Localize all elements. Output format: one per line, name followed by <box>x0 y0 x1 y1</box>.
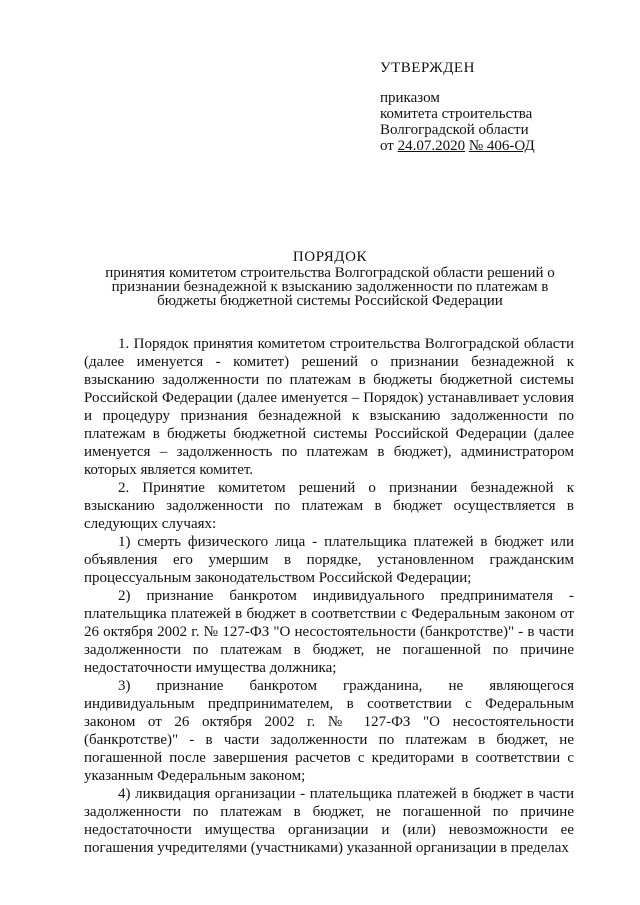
paragraph-item-2: 2) признание банкротом индивидуального предпринимателя - плательщика платежей в бюджет в соответствии с Федеральным законом от 26 октября 2002 г. № 127-ФЗ "О несостоятельности (банкротстве)" - в части задолженности по платежам в бюджет, не погашенной по причине недостаточности имущества должника; <box>84 588 574 676</box>
approval-line-region: Волгоградской области <box>380 122 529 138</box>
approval-date-line <box>380 138 535 154</box>
title-heading: ПОРЯДОК <box>292 249 368 265</box>
paragraph-item-4: 4) ликвидация организации - плательщика платежей в бюджет в части задолженности по платежам в бюджет, не погашенной по причине недостаточности имущества организации и (или) невозможности ее погашения учредителями (участниками) указанной организации в пределах <box>84 786 574 856</box>
title-line-3: бюджеты бюджетной системы Российской Федерации <box>157 293 503 309</box>
paragraph-item-1: 1) смерть физического лица - плательщика платежей в бюджет или объявления его умершим в порядке, установленном гражданским процессуальным законодательством Российской Федерации; <box>84 534 574 586</box>
approval-block <box>380 60 535 154</box>
document-title <box>60 250 600 308</box>
approval-line-committee: комитета строительства <box>380 106 533 122</box>
document-body <box>84 335 574 857</box>
approval-date: 24.07.2020 <box>397 138 466 154</box>
title-line-2: признании безнадежной к взысканию задолженности по платежам в <box>111 279 549 295</box>
approval-date-prefix: от <box>380 138 398 154</box>
title-line-1: принятия комитетом строительства Волгоградской области решений о <box>105 265 555 281</box>
paragraph-2: 2. Принятие комитетом решений о признании безнадежной к взысканию задолженности по платежам в бюджет осуществляется в следующих случаях: <box>84 480 574 532</box>
approved-label: УТВЕРЖДЕН <box>380 60 475 76</box>
approval-line-order: приказом <box>380 90 440 106</box>
approval-number: № 406-ОД <box>468 138 535 154</box>
paragraph-item-3: 3) признание банкротом гражданина, не являющегося индивидуальным предпринимателем, в соответствии с Федеральным законом от 26 октября 2002 г. № 127-ФЗ "О несостоятельности (банкротстве)" - в части задолженности по платежам в бюджет, не погашенной после завершения расчетов с кредиторами в соответствии с указанным Федеральным законом; <box>84 678 574 784</box>
paragraph-1: 1. Порядок принятия комитетом строительства Волгоградской области (далее именуется - комитет) решений о признании безнадежной к взысканию задолженности по платежам в бюджеты бюджетной системы Российской Федерации (далее именуется – Порядок) устанавливает условия и процедуру признания безнадежной к взысканию задолженности по платежам в бюджеты бюджетной системы Российской Федерации (далее именуется – задолженность по платежам в бюджет), администратором которых является комитет. <box>84 336 574 478</box>
